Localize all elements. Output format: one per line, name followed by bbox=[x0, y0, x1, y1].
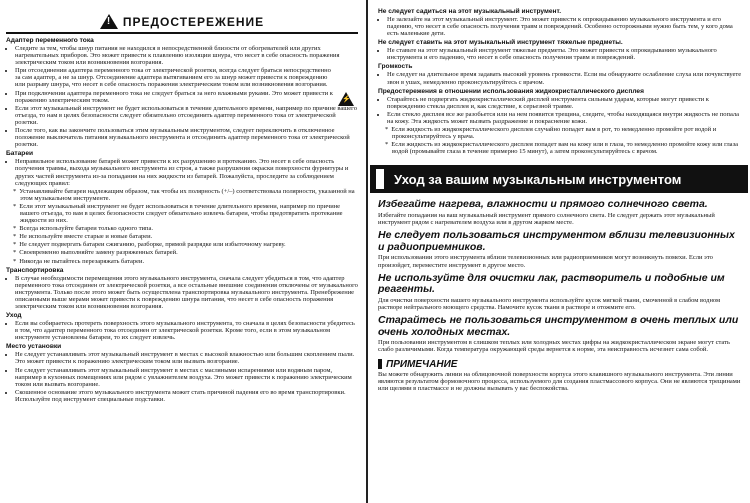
care-heading: Избегайте нагрева, влажности и прямого солнечного света. bbox=[378, 198, 708, 211]
list-item: • При отсоединении адаптера переменного тока от электрической розетки, всегда следует браться непосредственно за сам адаптер, а не за шнур. Отсоединение адаптера вытягиванием его за шнур может привести к повреждению или разрыву шнура, что несет в себе опасность поражения электрическим током или возникновения возгорания. bbox=[15, 67, 358, 88]
section-lcd bbox=[378, 88, 744, 156]
warning-header bbox=[6, 10, 358, 34]
list-item: * Если этот музыкальный инструмент не будет использоваться в течение длительного времени, например по причине вашего отъезда, то вам в целях безопасности следует обязательно извлечь батареи, чтобы предотвратить протекание жидкости из них. bbox=[20, 203, 358, 224]
section-transport bbox=[6, 267, 358, 310]
list-item: • Не следует на длительное время задавать высокий уровень громкости. Если вы обнаружите ослабление слуха или почувствуете звон в ушах, немедленно проконсультируйтесь с врачом. bbox=[387, 71, 744, 85]
care-text: При использовании этого инструмента вблизи телевизионных или радиоприемников могут возникнуть помехи. Если это произойдет, переместите инструмент в другое место. bbox=[378, 254, 713, 269]
section-title: Не следует садиться на этот музыкальный инструмент. bbox=[378, 8, 562, 15]
section-title: Громкость bbox=[378, 63, 413, 71]
section-care bbox=[6, 312, 358, 341]
list-item: • Скошенное основание этого музыкального инструмента может стать причиной падения его во время транспортировки. Используйте под инструмент специальные подставки. bbox=[15, 389, 358, 403]
section-batteries bbox=[6, 150, 358, 264]
list-item: • При подключении адаптера переменного тока не следует браться за него влажными руками. Это может привести к поражению электрическим током. bbox=[15, 90, 358, 104]
care-banner bbox=[370, 165, 748, 193]
section-title: Уход bbox=[6, 312, 22, 320]
care-item bbox=[378, 199, 744, 226]
list-item: * Не следует подвергать батареи сжиганию, разборке, прямой разрядке или избыточному нагреву. bbox=[20, 241, 358, 248]
note-mark-icon bbox=[378, 359, 382, 369]
list-item: * Не используйте вместе старые и новые батареи. bbox=[20, 233, 358, 240]
section-location bbox=[6, 343, 358, 403]
care-heading: Не следует пользоваться инструментом вблизи телевизионных и радиоприемников. bbox=[378, 229, 735, 253]
list-item: * Никогда не пытайтесь перезаряжать батареи. bbox=[20, 258, 358, 265]
note-header bbox=[378, 359, 744, 370]
care-item bbox=[378, 273, 744, 311]
list-item: • Неправильное использование батарей может привести к их разрушению и протеканию. Это несет в себе опасность получения травмы, выхода музыкального инструмента из строя, а также разрушения окраски поверхности фурнитуры и других частей инструмента из-за попадания на них жидкости из батарей. Пожалуйста, проследите за соблюдением следующих правил: bbox=[15, 158, 358, 186]
electric-shock-warning-icon bbox=[338, 92, 354, 106]
section-title: Батареи bbox=[6, 150, 34, 158]
list-item: • Если стекло дисплея все же разобьется или на нем появится трещина, следите, чтобы находящаяся внутри жидкость не попала на кожу. Эта жидкость может вызвать раздражение и покраснение кожи. bbox=[387, 111, 744, 125]
list-item: • В случае необходимости перемещения этого музыкального инструмента, сначала следует убедиться в том, что адаптер переменного тока отсоединен от электрической розетки, а все остальные внешние соединения отключены от музыкального инструмента. Только после этого может быть осуществлена транспортировка музыкального инструмента. Пренебрежение описанными выше мерами может привести к повреждению шнура питания, что несет в себе опасность поражения электрическим током или возникновения возгорания. bbox=[15, 275, 358, 310]
section-no-heavy-objects bbox=[378, 39, 744, 61]
section-title: Транспортировка bbox=[6, 266, 64, 274]
section-ac-adapter bbox=[6, 37, 358, 148]
list-item: • Старайтесь не подвергать жидкокристаллический дисплей инструмента сильным ударам, которые могут привести к повреждению стекла дисплея и, как следствие, к серьезной травме. bbox=[387, 96, 744, 110]
list-item: • Не залезайте на этот музыкальный инструмент. Это может привести к опрокидыванию музыкального инструмента и его падению, что несет в себе опасность получения травм и повреждений. Особенно осторожными нужно быть тем, у кого дома есть маленькие дети. bbox=[387, 16, 744, 37]
list-item: * Если жидкость из жидкокристаллического дисплея попадет вам на кожу или в глаза, то немедленно промойте кожу или глаза водой (промывайте глаза в течение примерно 15 минут), а затем проконсультируйтесь с врачом. bbox=[392, 141, 744, 155]
care-text: При пользовании инструментом в слишком теплых или холодных местах цифры на жидкокристаллическом экране могут стать слабо различимыми. Когда температура окружающей среды вернется к норме, эта неисправность исчезнет сама собой. bbox=[378, 339, 730, 354]
banner-title: Уход за вашим музыкальным инструментом bbox=[394, 171, 682, 187]
warning-title: ПРЕДОСТЕРЕЖЕНИЕ bbox=[122, 14, 265, 29]
banner-bar-icon bbox=[376, 169, 384, 189]
section-title: Предостережения в отношении использования жидкокристаллического дисплея bbox=[378, 87, 644, 95]
section-title: Адаптер переменного тока bbox=[6, 37, 94, 44]
care-text: Для очистки поверхности вашего музыкального инструмента используйте кусок мягкой ткани, смоченной в слабом водном растворе нейтрального моющего средства. Намочите кусок ткани в растворе и отожмите его. bbox=[378, 296, 721, 311]
list-item: • После того, как вы закончите пользоваться этим музыкальным инструментом, следует переключить в отключенное положение выключатель питания музыкального инструмента и отсоединить адаптер переменного тока от электрической розетки. bbox=[15, 127, 358, 148]
list-item: • Не ставьте на этот музыкальный инструмент тяжелые предметы. Это может привести к опрокидыванию музыкального инструмента и его падению, что несет в себе опасность получения травм и повреждений. bbox=[387, 47, 744, 61]
list-item: • Если вы собираетесь протереть поверхность этого музыкального инструмента, то сначала в целях безопасности убедитесь в том, что адаптер переменного тока отсоединен от электрической розетки. Кроме того, если в этом музыкальном инструменте установлены батареи, то их следует извлечь. bbox=[15, 320, 358, 341]
list-item: • Следите за тем, чтобы шнур питания не находился в непосредственной близости от обогревателей или других нагревательных приборов. Это может привести к плавлению изоляции шнура, что несет в себе опасность поражения электрическим током или возникновения возгорания. bbox=[15, 45, 358, 66]
note-text: Вы можете обнаружить линии на облицовочной поверхности корпуса этого клавишного музыкального инструмента. Эти линии являются результатом формовочного процесса, используемого для создания пластмассового корпуса. Они не являются трещинами или щелями в пластмассе и не должны вызывать у вас беспокойства. bbox=[378, 370, 741, 392]
list-item: * Устанавливайте батареи надлежащим образом, так чтобы их полярность (+/–) соответствовала полярности, указанной на этом музыкальном инструменте. bbox=[20, 188, 358, 202]
warning-triangle-icon bbox=[100, 14, 118, 29]
list-item: • Не следует устанавливать этот музыкальный инструмент в местах с высокой влажностью или большим скоплением пыли. Это может привести к поражению электрическим током или вызвать возгорание. bbox=[15, 351, 358, 365]
care-item bbox=[378, 230, 744, 268]
right-page bbox=[370, 0, 750, 503]
care-heading: Не используйте для очистки лак, растворитель и подобные им реагенты. bbox=[378, 271, 725, 296]
section-volume bbox=[378, 63, 744, 85]
care-text: Избегайте попадания на ваш музыкальный инструмент прямого солнечного света. Не следует держать этот музыкальный инструмент рядом с нагревателем воздуха или в другом жарком месте. bbox=[378, 211, 715, 227]
care-item bbox=[378, 315, 744, 353]
left-page bbox=[0, 0, 368, 503]
list-item: * Всегда используйте батареи только одного типа. bbox=[20, 225, 358, 232]
list-item: * Если жидкость из жидкокристаллического дисплея случайно попадет вам в рот, то немедленно промойте рот водой и проконсультируйтесь у врача. bbox=[392, 126, 744, 140]
section-title: Место установки bbox=[6, 343, 62, 351]
section-title: Не следует ставить на этот музыкальный инструмент тяжелые предметы. bbox=[378, 39, 623, 47]
section-no-sitting bbox=[378, 8, 744, 37]
note-title: ПРИМЕЧАНИЕ bbox=[386, 358, 458, 370]
list-item: • Если этот музыкальный инструмент не будет использоваться в течение длительного времени, например по причине вашего отъезда, то нам в целях безопасности следует обязательно отсоединить адаптер переменного тока от электрической розетки. bbox=[15, 105, 358, 126]
list-item: * Своевременно выполняйте замену разряженных батарей. bbox=[20, 249, 358, 256]
care-heading: Старайтесь не пользоваться инструментом в очень теплых или очень холодных местах. bbox=[378, 314, 739, 338]
list-item: • Не следует устанавливать этот музыкальный инструмент в местах с масляными испарениями или водяным паром, например в кухонных помещениях или рядом с увлажнителем воздуха. Это может привести к поражению электрическим током или вызвать возгорание. bbox=[15, 367, 358, 388]
